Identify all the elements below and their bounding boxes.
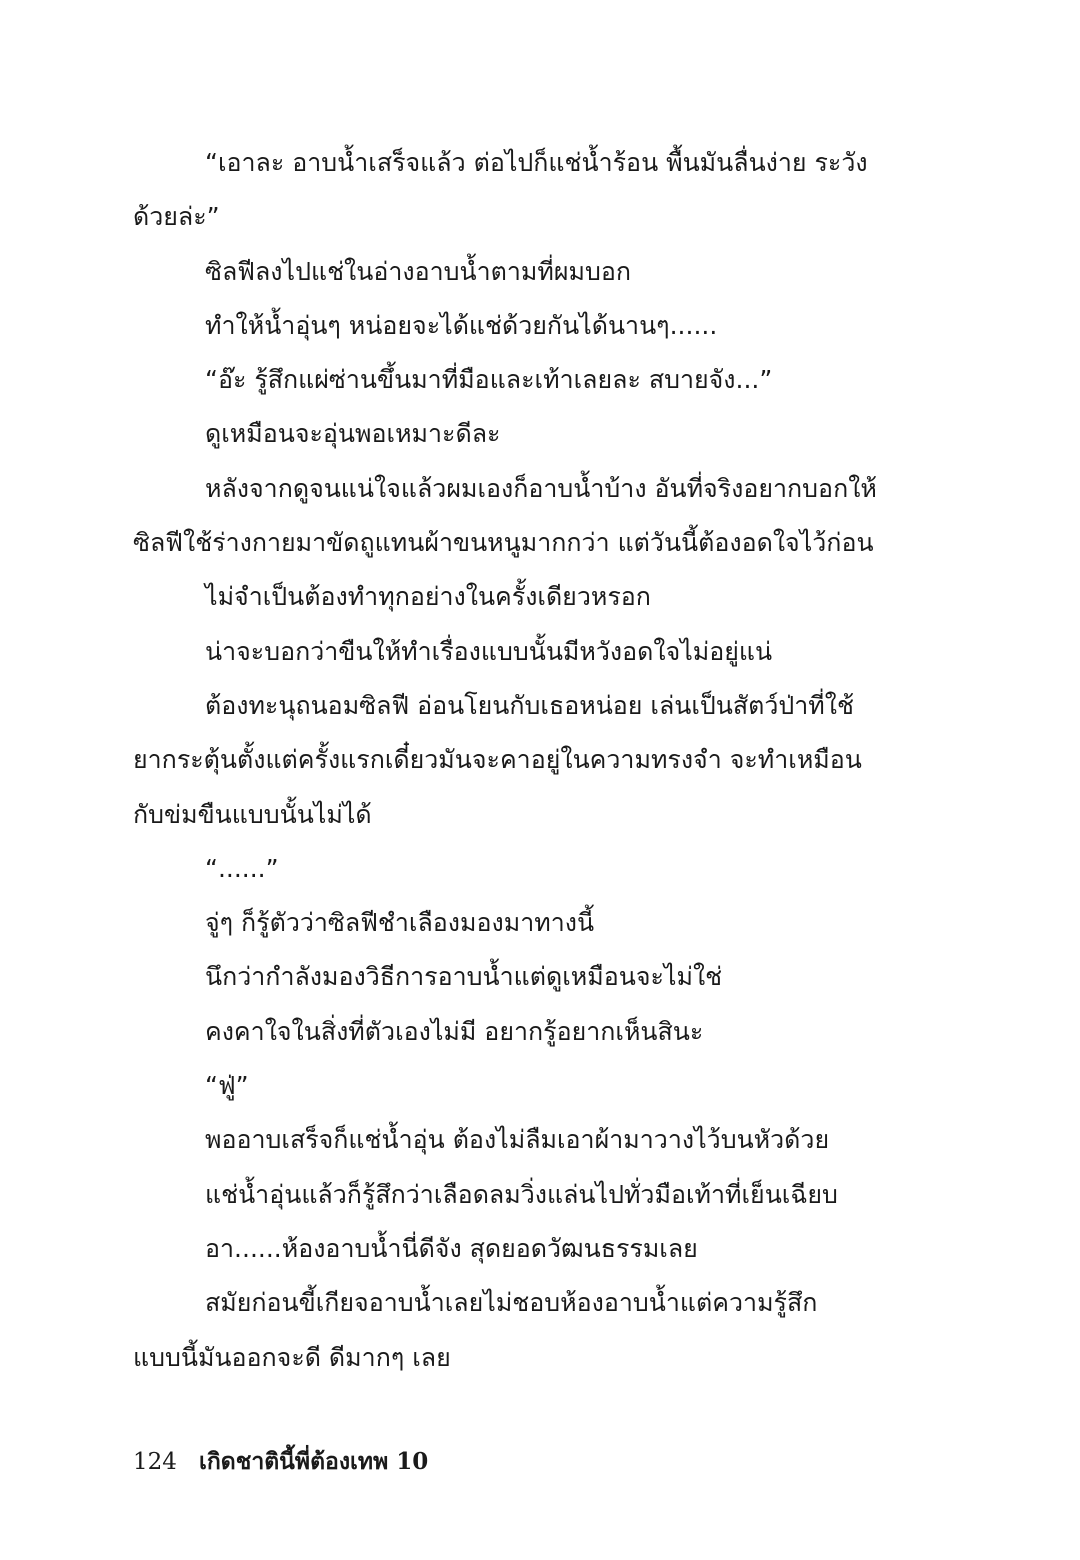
text-line: กับข่มขืนแบบนั้นไม่ได้ xyxy=(133,799,372,829)
page-footer xyxy=(133,1442,428,1482)
text-line: ซิลฟีใช้ร่างกายมาขัดถูแทนผ้าขนหนูมากกว่า แต่วันนี้ต้องอดใจไว้ก่อน xyxy=(133,528,874,558)
text-line: ด้วยล่ะ” xyxy=(133,202,220,232)
text-line: “อ๊ะ รู้สึกแผ่ซ่านขึ้นมาที่มือและเท้าเลยละ สบายจัง...” xyxy=(205,365,773,395)
text-line: “......” xyxy=(205,853,279,883)
text-line: ยากระตุ้นตั้งแต่ครั้งแรกเดี๋ยวมันจะคาอยู่ในความทรงจำ จะทำเหมือน xyxy=(133,745,862,775)
text-line: สมัยก่อนขี้เกียจอาบน้ำเลยไม่ชอบห้องอาบน้ำแต่ความรู้สึก xyxy=(205,1288,818,1318)
text-line: คงคาใจในสิ่งที่ตัวเองไม่มี อยากรู้อยากเห็นสินะ xyxy=(205,1016,704,1046)
text-line: แบบนี้มันออกจะดี ดีมากๆ เลย xyxy=(133,1342,451,1372)
text-line: จู่ๆ ก็รู้ตัวว่าซิลฟีชำเลืองมองมาทางนี้ xyxy=(205,908,595,938)
text-line: ซิลฟีลงไปแช่ในอ่างอาบน้ำตามที่ผมบอก xyxy=(205,256,632,286)
text-line: นึกว่ากำลังมองวิธีการอาบน้ำแต่ดูเหมือนจะไม่ใช่ xyxy=(205,962,723,992)
text-line: ทำให้น้ำอุ่นๆ หน่อยจะได้แช่ด้วยกันได้นานๆ...... xyxy=(205,310,718,340)
text-line: น่าจะบอกว่าขืนให้ทำเรื่องแบบนั้นมีหวังอดใจไม่อยู่แน่ xyxy=(205,636,773,666)
text-line: แช่น้ำอุ่นแล้วก็รู้สึกว่าเลือดลมวิ่งแล่นไปทั่วมือเท้าที่เย็นเฉียบ xyxy=(205,1179,838,1209)
text-line: ดูเหมือนจะอุ่นพอเหมาะดีละ xyxy=(205,419,501,449)
text-line: ไม่จำเป็นต้องทำทุกอย่างในครั้งเดียวหรอก xyxy=(205,582,651,612)
book-title: เกิดชาตินี้พี่ต้องเทพ 10 xyxy=(199,1448,429,1475)
text-line: “ฟู่” xyxy=(205,1071,249,1101)
text-line: พออาบเสร็จก็แช่น้ำอุ่น ต้องไม่ลืมเอาผ้ามาวางไว้บนหัวด้วย xyxy=(205,1125,830,1155)
body-text xyxy=(133,136,893,1385)
text-line: “เอาละ อาบน้ำเสร็จแล้ว ต่อไปก็แช่น้ำร้อน พื้นมันลื่นง่าย ระวัง xyxy=(205,148,868,177)
text-line: หลังจากดูจนแน่ใจแล้วผมเองก็อาบน้ำบ้าง อันที่จริงอยากบอกให้ xyxy=(205,473,877,503)
page-number: 124 xyxy=(133,1449,177,1475)
text-line: ต้องทะนุถนอมซิลฟี อ่อนโยนกับเธอหน่อย เล่นเป็นสัตว์ป่าที่ใช้ xyxy=(205,690,854,720)
text-line: อา......ห้องอาบน้ำนี่ดีจัง สุดยอดวัฒนธรรมเลย xyxy=(205,1233,698,1263)
